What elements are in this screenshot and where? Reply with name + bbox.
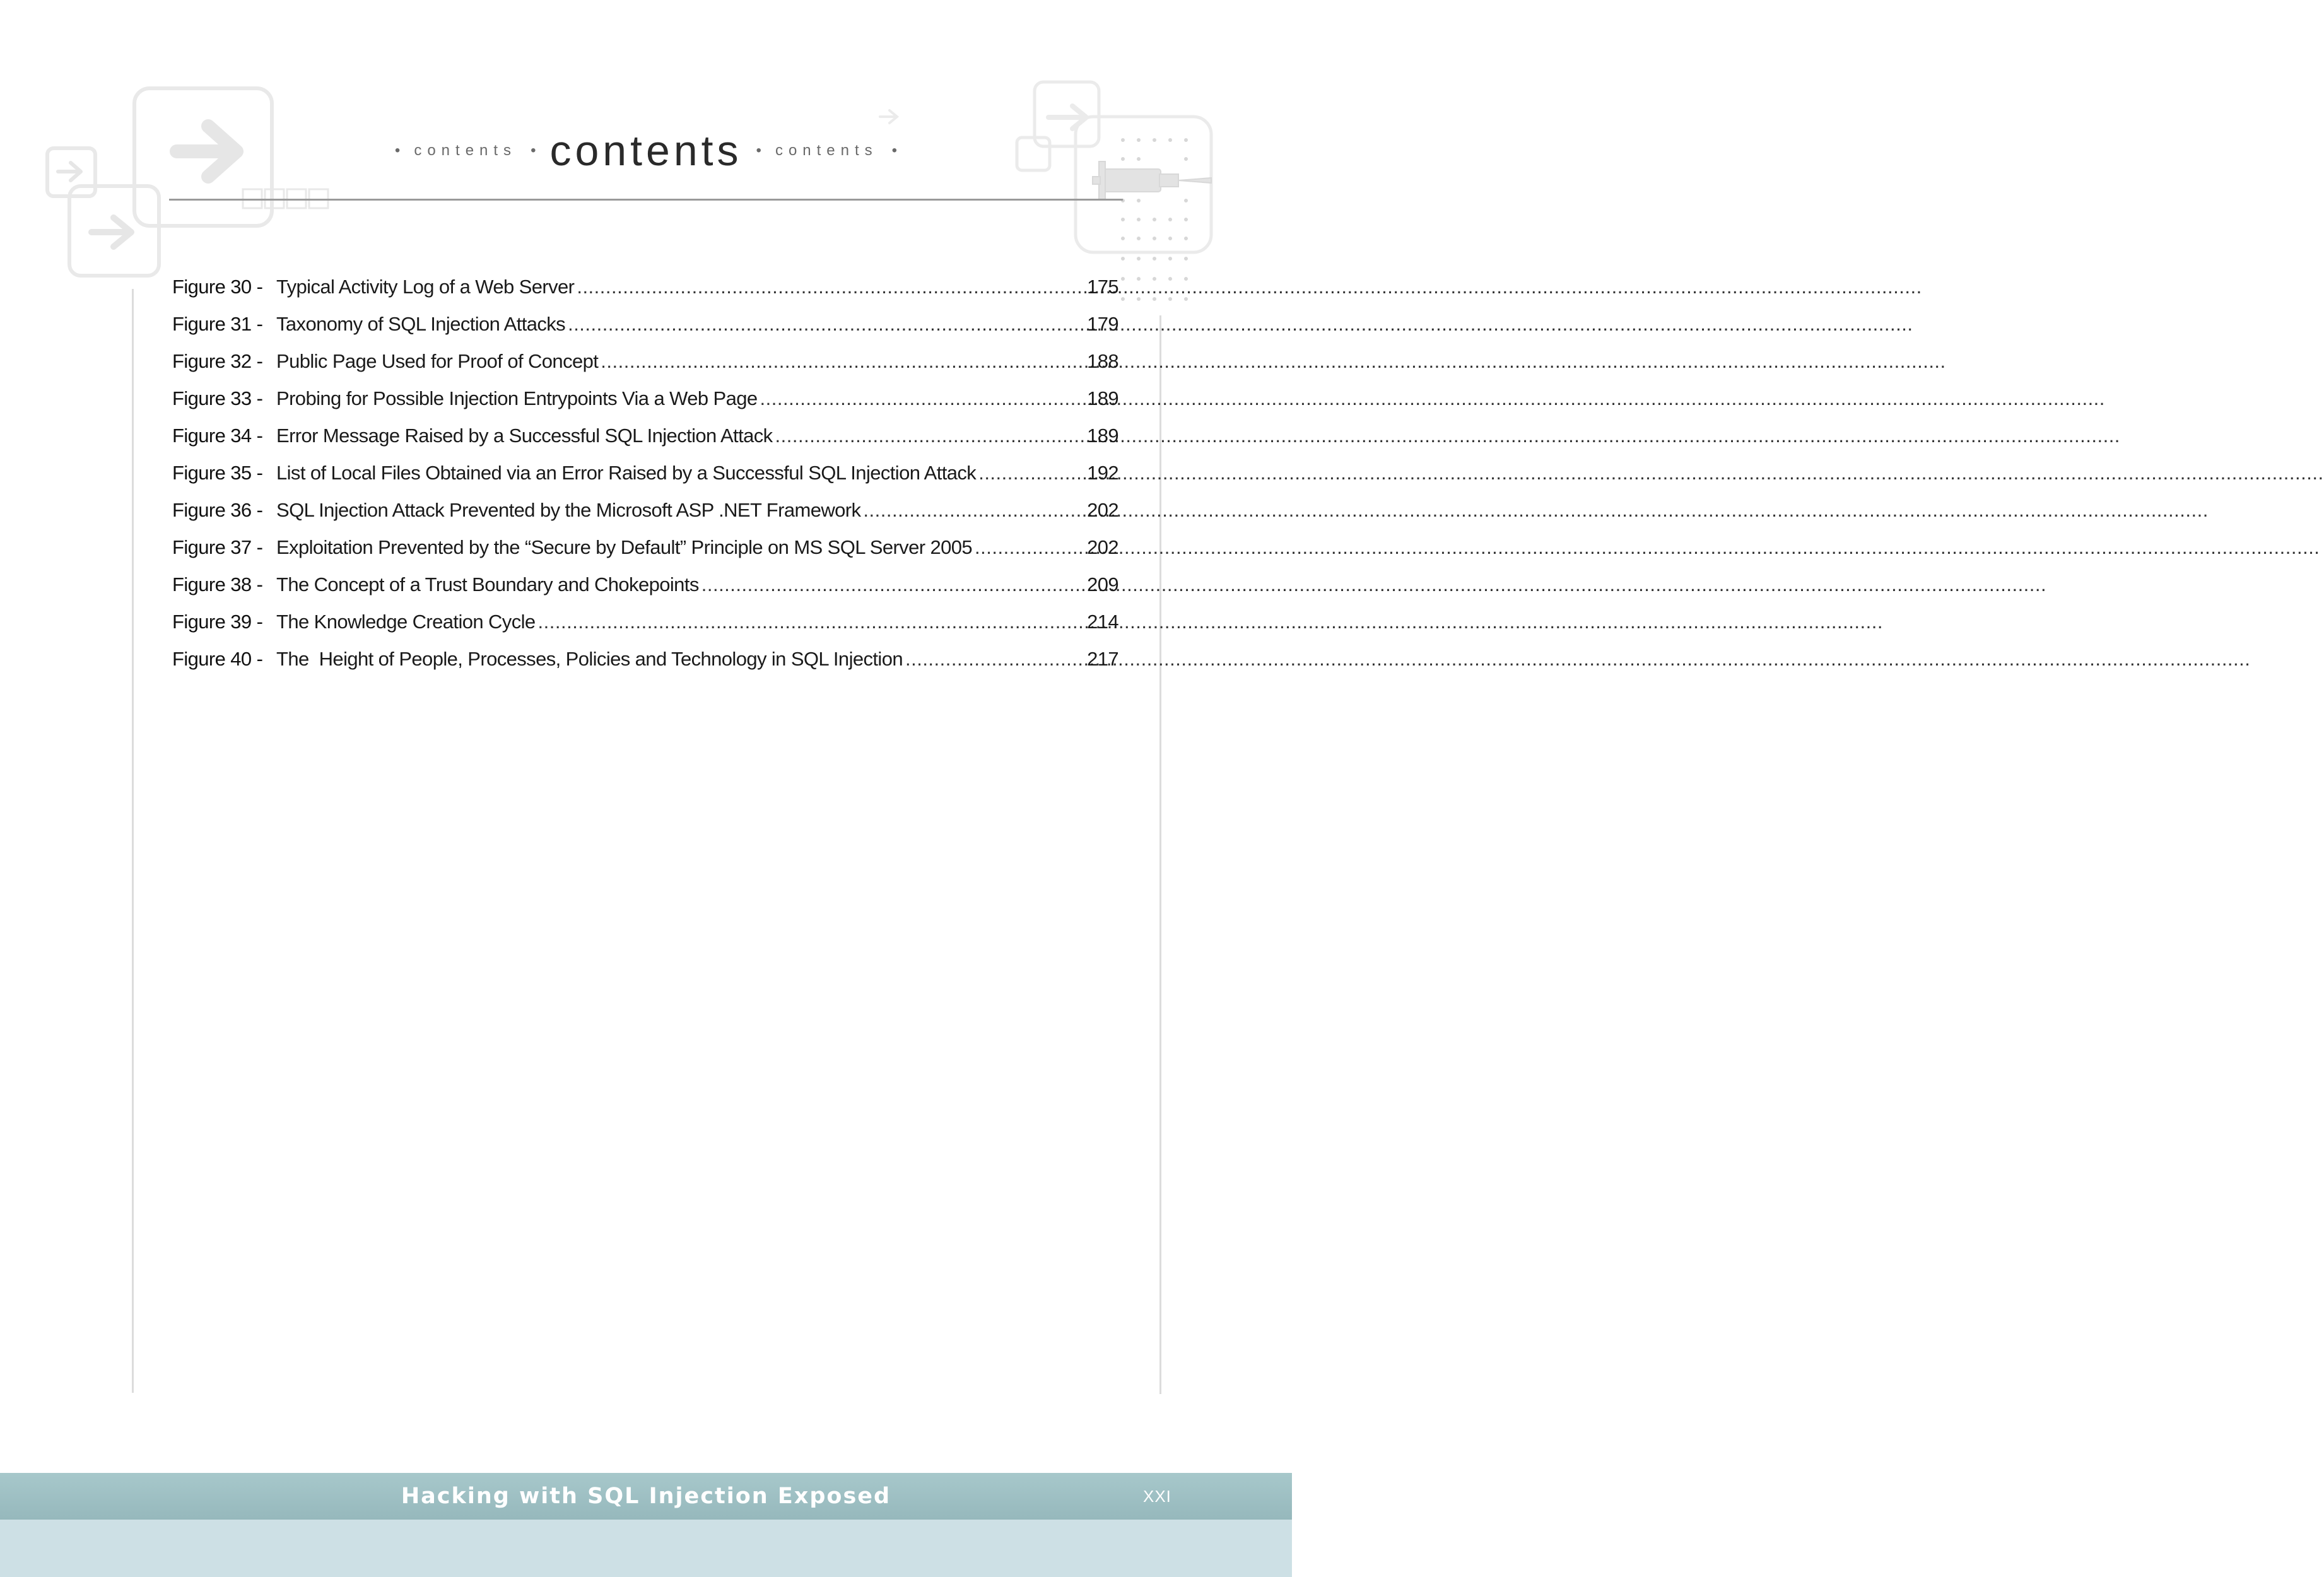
figure-label: Figure 37 - — [172, 536, 263, 558]
toc-entry — [172, 386, 1118, 423]
figure-label: Figure 31 - — [172, 313, 263, 335]
dot-leader — [863, 498, 1084, 523]
toc-entry — [172, 647, 1118, 684]
figure-label: Figure 40 - — [172, 648, 263, 670]
footer-book-title: Hacking with SQL Injection Exposed — [401, 1484, 891, 1509]
page-header — [0, 126, 1292, 175]
bullet-dot: • — [891, 142, 898, 159]
figure-label: Figure 33 - — [172, 387, 263, 409]
dot-leader — [978, 460, 1084, 486]
dot-leader — [975, 535, 1084, 560]
figure-label: Figure 35 - — [172, 462, 263, 484]
header-side-left: contents — [414, 142, 517, 159]
page-number: 217 — [1087, 648, 1118, 670]
figure-title: Error Message Raised by a Successful SQL Injection Attack — [276, 425, 773, 447]
page-number: 202 — [1087, 536, 1118, 558]
arrow-box-icon — [47, 88, 272, 276]
toc-entry — [172, 609, 1118, 647]
dot-leader — [568, 312, 1084, 337]
figure-title: SQL Injection Attack Prevented by the Microsoft ASP .NET Framework — [276, 499, 861, 521]
page-number: 188 — [1087, 350, 1118, 372]
figure-label: Figure 34 - — [172, 425, 263, 447]
bullet-dot: • — [394, 142, 401, 159]
footer-page-number: XXI — [1143, 1487, 1171, 1506]
dot-leader — [760, 386, 1085, 411]
figure-title: Exploitation Prevented by the “Secure by Default” Principle on MS SQL Server 2005 — [276, 536, 973, 558]
figure-label: Figure 30 - — [172, 276, 263, 298]
header-rule — [169, 199, 1123, 201]
figure-title: The Knowledge Creation Cycle — [276, 611, 536, 633]
bullet-dot: • — [756, 142, 761, 159]
figure-label: Figure 39 - — [172, 611, 263, 633]
dot-leader — [577, 274, 1084, 300]
page-number: 175 — [1087, 276, 1118, 298]
page-title: contents — [549, 127, 742, 175]
toc-entry — [172, 349, 1118, 386]
figure-label: Figure 32 - — [172, 350, 263, 372]
dot-leader — [775, 423, 1085, 448]
header-side-right: contents — [775, 142, 878, 159]
page-number: 189 — [1087, 425, 1118, 447]
toc-entry — [172, 312, 1118, 349]
dot-leader — [601, 349, 1084, 374]
dot-leader — [905, 647, 1084, 672]
dot-leader — [538, 609, 1085, 635]
page-number: 202 — [1087, 499, 1118, 521]
toc-entry — [172, 498, 1118, 535]
figure-title: List of Local Files Obtained via an Error Raised by a Successful SQL Injection Attack — [276, 462, 977, 484]
bullet-dot: • — [531, 142, 536, 159]
page-number: 209 — [1087, 573, 1118, 595]
footer-base — [0, 1520, 1292, 1577]
toc-entry — [172, 572, 1118, 609]
toc-entry — [172, 274, 1118, 312]
page-number: 192 — [1087, 462, 1118, 484]
toc-entry — [172, 460, 1118, 498]
toc-entry — [172, 535, 1118, 572]
figure-label: Figure 38 - — [172, 573, 263, 595]
dot-leader — [701, 572, 1084, 597]
toc-entry — [172, 423, 1118, 460]
page-number: 179 — [1087, 313, 1118, 335]
figure-label: Figure 36 - — [172, 499, 263, 521]
page-number: 189 — [1087, 387, 1118, 409]
figure-title: The Height of People, Processes, Policies and Technology in SQL Injection — [276, 648, 903, 670]
figure-title: Typical Activity Log of a Web Server — [276, 276, 575, 298]
page-number: 214 — [1087, 611, 1118, 633]
figure-title: Probing for Possible Injection Entrypoints Via a Web Page — [276, 387, 758, 409]
figure-title: Taxonomy of SQL Injection Attacks — [276, 313, 566, 335]
figure-title: The Concept of a Trust Boundary and Chokepoints — [276, 573, 699, 595]
figure-title: Public Page Used for Proof of Concept — [276, 350, 599, 372]
left-margin-line — [132, 289, 134, 1393]
table-of-figures — [172, 274, 1118, 684]
